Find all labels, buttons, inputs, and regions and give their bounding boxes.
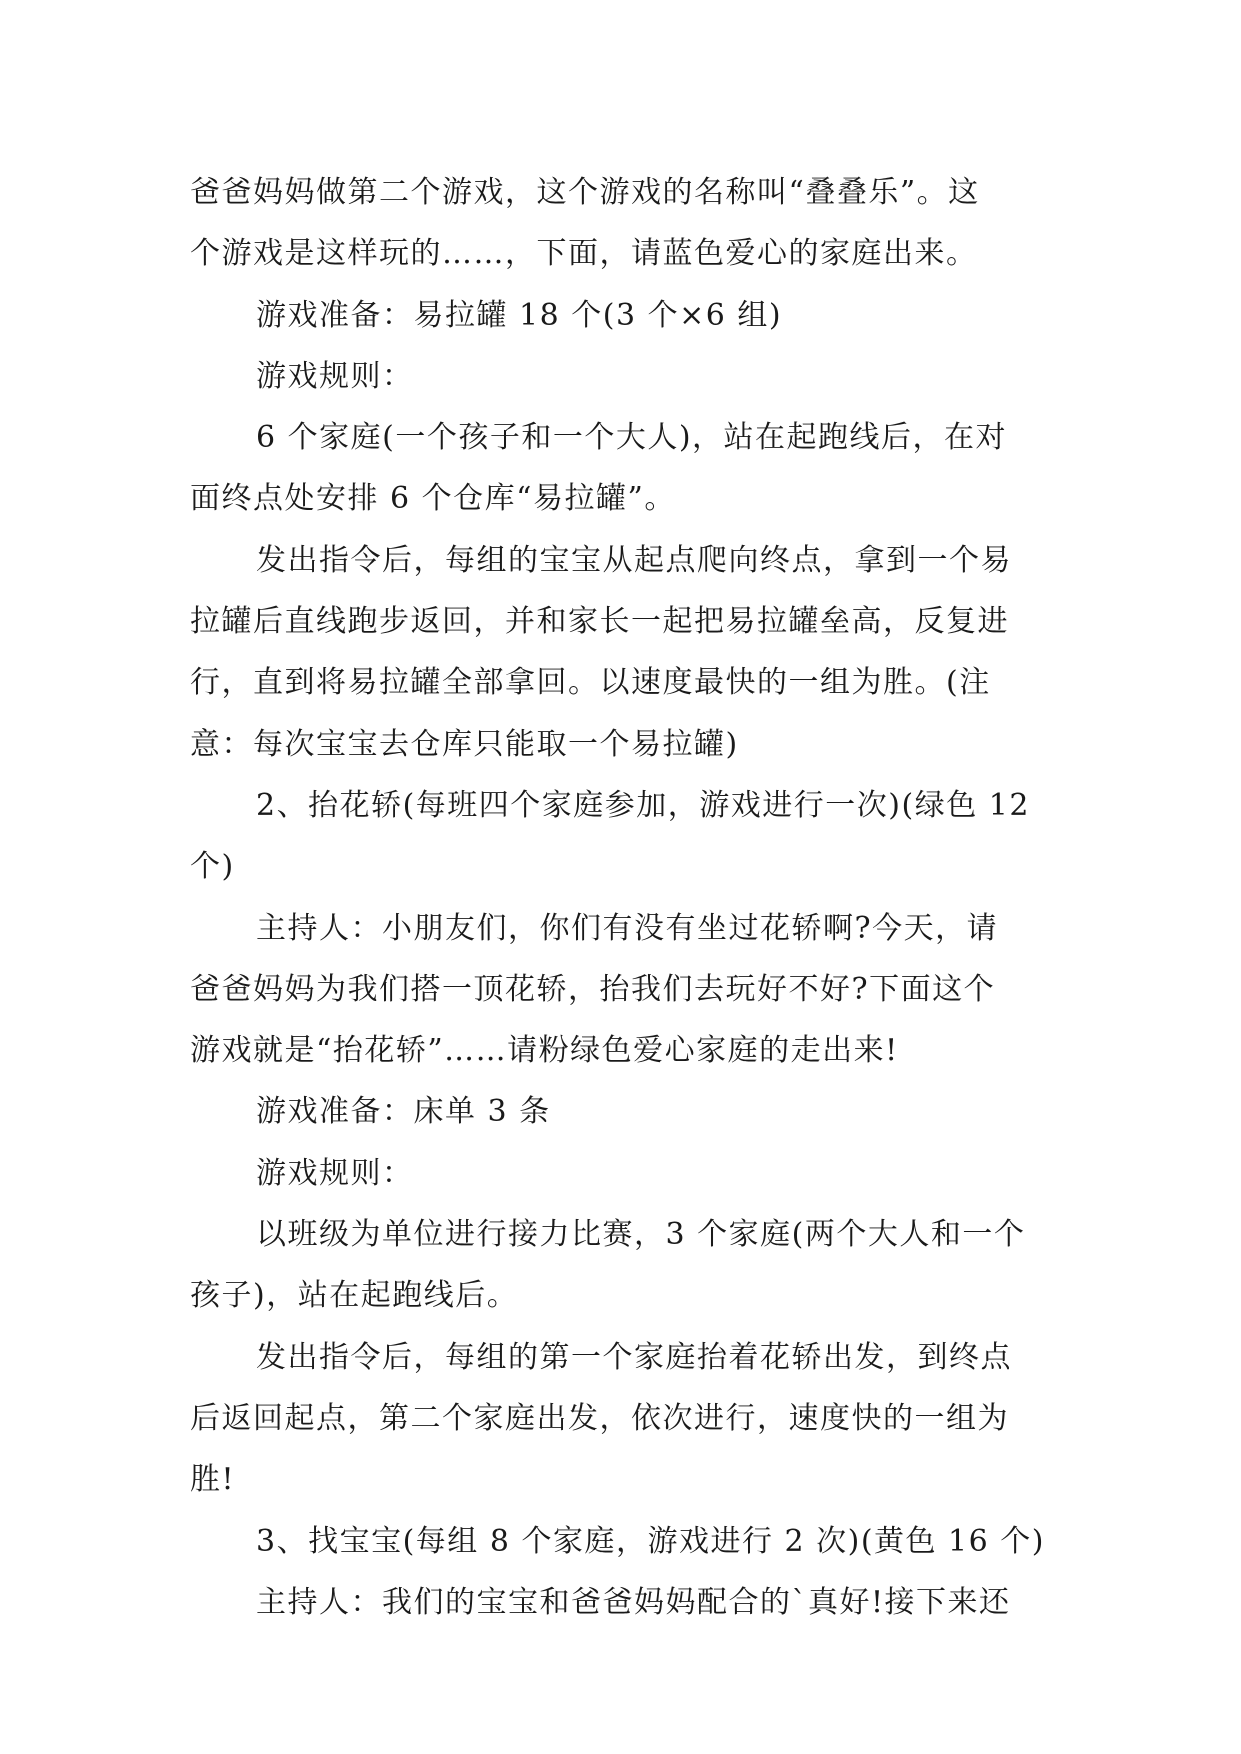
document-body [190,162,1062,1633]
text-line: 意：每次宝宝去仓库只能取一个易拉罐) [190,726,739,762]
paragraph-first-line: 游戏准备：床单 3 条 [256,1094,551,1130]
paragraph-first-line: 主持人：我们的宝宝和爸爸妈妈配合的`真好!接下来还 [256,1584,1011,1620]
paragraph-first-line: 游戏规则： [256,1155,414,1191]
paragraph-first-line: 6 个家庭(一个孩子和一个大人)，站在起跑线后，在对 [256,420,1008,456]
text-line: 游戏就是“抬花轿”……请粉绿色爱心家庭的走出来! [190,1033,899,1069]
paragraph-first-line: 2、抬花轿(每班四个家庭参加，游戏进行一次)(绿色 12 [256,787,1030,823]
text-line: 个) [190,849,235,885]
text-line: 胜! [190,1462,236,1498]
text-line: 孩子)，站在起跑线后。 [190,1278,519,1314]
paragraph-first-line: 游戏规则： [256,358,414,394]
paragraph-first-line: 游戏准备：易拉罐 18 个(3 个×6 组) [256,297,783,333]
text-line: 面终点处安排 6 个仓库“易拉罐”。 [190,481,676,517]
paragraph-first-line: 发出指令后，每组的宝宝从起点爬向终点，拿到一个易 [256,542,1012,578]
text-line: 行，直到将易拉罐全部拿回。以速度最快的一组为胜。(注 [190,665,991,701]
text-line: 后返回起点，第二个家庭出发，依次进行，速度快的一组为 [190,1400,1009,1436]
paragraph-first-line: 以班级为单位进行接力比赛，3 个家庭(两个大人和一个 [256,1217,1026,1253]
text-line: 拉罐后直线跑步返回，并和家长一起把易拉罐垒高，反复进 [190,604,1009,640]
text-line: 个游戏是这样玩的……，下面，请蓝色爱心的家庭出来。 [190,236,978,272]
paragraph-first-line: 主持人：小朋友们，你们有没有坐过花轿啊?今天，请 [256,910,999,946]
text-line: 爸爸妈妈做第二个游戏，这个游戏的名称叫“叠叠乐”。这 [190,175,980,210]
paragraph-first-line: 发出指令后，每组的第一个家庭抬着花轿出发，到终点 [256,1339,1012,1375]
text-line: 爸爸妈妈为我们搭一顶花轿，抬我们去玩好不好?下面这个 [190,971,996,1007]
paragraph-first-line: 3、找宝宝(每组 8 个家庭，游戏进行 2 次)(黄色 16 个) [256,1523,1045,1559]
